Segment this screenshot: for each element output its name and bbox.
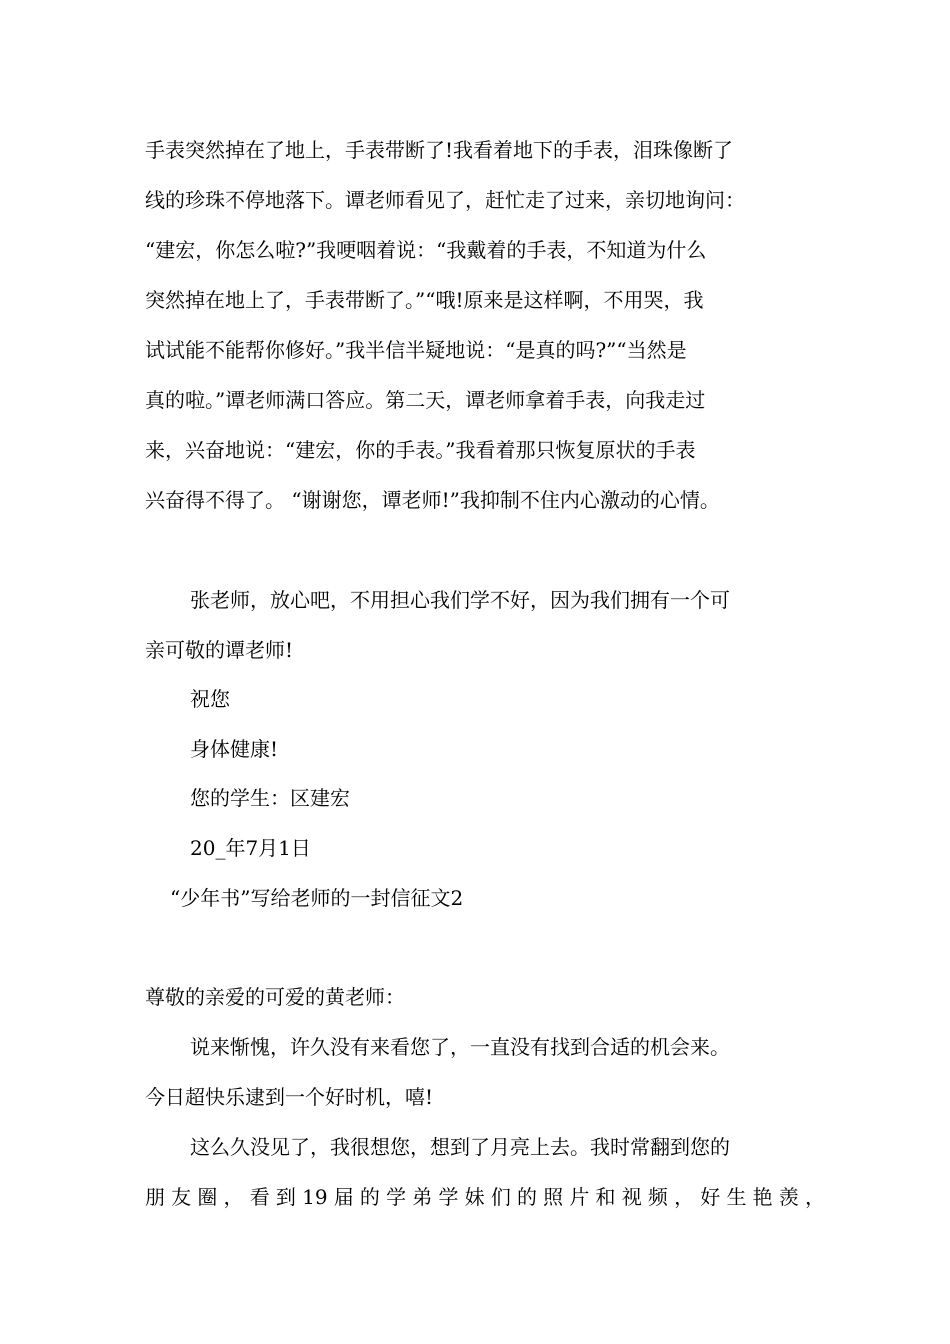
- paragraph-1-line: 兴奋得不得了。 “谢谢您，谭老师!”我抑制不住内心激动的心情。: [145, 488, 720, 512]
- paragraph-1-line: 手表突然掉在了地上，手表带断了!我看着地下的手表，泪珠像断了: [145, 138, 734, 162]
- paragraph-3-line: 今日超快乐逮到一个好时机，嘻!: [145, 1085, 434, 1109]
- paragraph-1-line: 真的啦。”谭老师满口答应。第二天，谭老师拿着手表，向我走过: [145, 388, 706, 412]
- letter-date: 20_年7月1日: [190, 836, 311, 860]
- paragraph-1-line: “建宏，你怎么啦?”我哽咽着说：“我戴着的手表，不知道为什么: [145, 238, 707, 262]
- paragraph-4-line: 朋友圈，看到19届的学弟学妹们的照片和视频，好生艳羡，: [145, 1185, 825, 1209]
- paragraph-1-line: 试试能不能帮你修好。”我半信半疑地说：“是真的吗?”“当然是: [145, 338, 687, 362]
- closing-wish: 祝您: [190, 687, 230, 711]
- salutation: 尊敬的亲爱的可爱的黄老师：: [145, 985, 405, 1009]
- paragraph-1-line: 线的珍珠不停地落下。谭老师看见了，赶忙走了过来，亲切地询问：: [145, 188, 745, 212]
- closing-health: 身体健康!: [190, 737, 279, 761]
- article-title: “少年书”写给老师的一封信征文2: [170, 886, 464, 910]
- signature: 您的学生：区建宏: [190, 786, 350, 810]
- paragraph-1-line: 突然掉在地上了，手表带断了。”“哦!原来是这样啊，不用哭，我: [145, 288, 704, 312]
- paragraph-3-line: 说来惭愧，许久没有来看您了，一直没有找到合适的机会来。: [190, 1035, 730, 1059]
- paragraph-1-line: 来，兴奋地说：“建宏，你的手表。”我看着那只恢复原状的手表: [145, 438, 696, 462]
- paragraph-2-line: 亲可敬的谭老师!: [145, 638, 294, 662]
- paragraph-4-line: 这么久没见了，我很想您，想到了月亮上去。我时常翻到您的: [190, 1135, 730, 1159]
- paragraph-2-line: 张老师，放心吧，不用担心我们学不好，因为我们拥有一个可: [190, 588, 730, 612]
